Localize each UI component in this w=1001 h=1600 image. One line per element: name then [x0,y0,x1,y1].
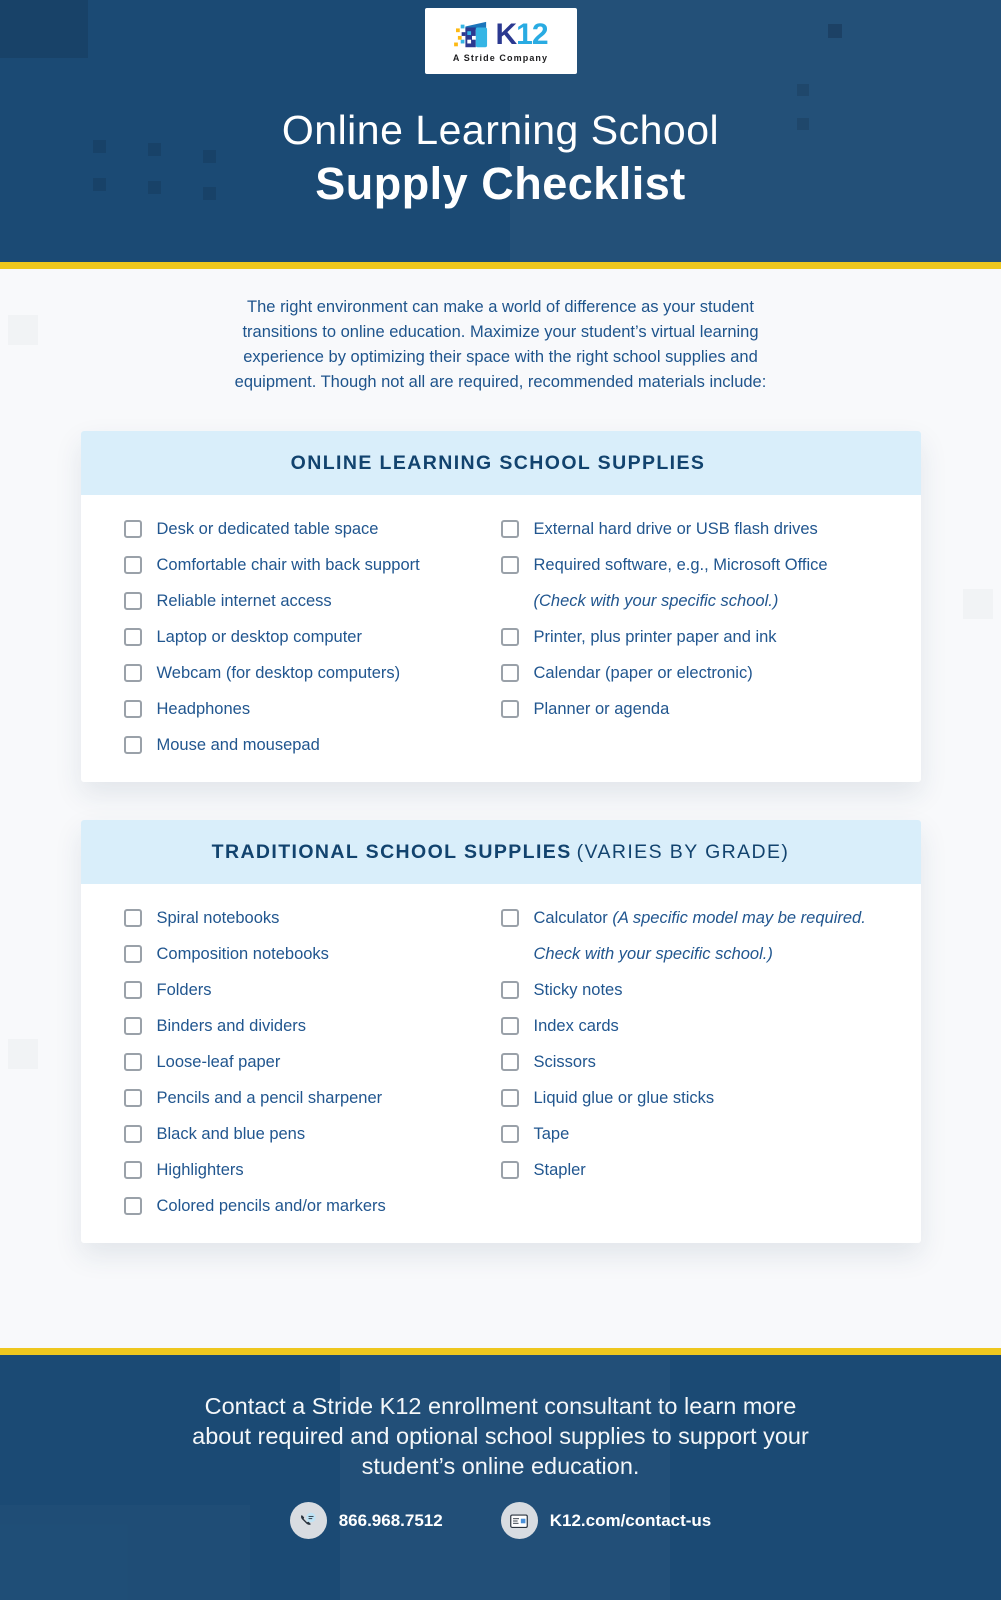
card-title [81,431,921,495]
checkbox[interactable] [501,1125,519,1143]
checkbox[interactable] [124,1125,142,1143]
checklist-item-note: (Check with your specific school.) [533,591,779,610]
checkbox[interactable] [501,628,519,646]
checkbox[interactable] [501,1053,519,1071]
checklist-item-label: Comfortable chair with back support [156,555,420,574]
checkbox[interactable] [501,520,519,538]
checklist-item-label: Scissors [533,1052,596,1071]
checklist-item-label: Binders and dividers [156,1016,306,1035]
checkbox[interactable] [124,736,142,754]
k12-logo-text: K12 [495,18,548,51]
checklist-item [501,556,828,574]
checklist-item-label: Webcam (for desktop computers) [156,663,401,682]
checklist-item [124,664,501,682]
checklist-item-label: Highlighters [156,1160,244,1179]
checklist-item-label: Calendar (paper or electronic) [533,663,753,682]
checklist-item-label: Loose-leaf paper [156,1052,281,1071]
checklist-item [124,1197,501,1215]
k12-logo-icon [453,19,491,51]
checklist-item [124,1089,501,1107]
checklist-item [501,1053,866,1071]
page-title [0,104,1001,212]
checklist-item-label: Stapler [533,1160,586,1179]
checklist-item-label: Mouse and mousepad [156,735,320,754]
checklist-item [124,700,501,718]
checklist-item [501,1089,866,1107]
contact-row [0,1502,1001,1539]
content-pattern [8,315,38,345]
header-banner [0,0,1001,262]
checklist-item-label: Liquid glue or glue sticks [533,1088,715,1107]
checkbox[interactable] [124,909,142,927]
checklist-column-right [501,520,828,772]
yellow-divider-top [0,262,1001,269]
header-pattern [0,0,88,58]
checklist-item [124,981,501,999]
checkbox[interactable] [124,1053,142,1071]
checklist-column-right [501,909,866,1233]
content-area [0,269,1001,1348]
checkbox[interactable] [124,628,142,646]
checklist-item-label: Desk or dedicated table space [156,519,379,538]
checklist-item [124,520,501,538]
checklist-item [124,909,501,927]
header-pattern [828,24,842,38]
checkbox[interactable] [124,592,142,610]
content-pattern [8,1039,38,1069]
checklist-item-label: Sticky notes [533,980,623,999]
phone-link[interactable] [290,1502,443,1539]
checklist-item-note: Check with your specific school.) [533,944,773,963]
checklist-item-label: Required software, e.g., Microsoft Office [533,555,828,574]
checklist-item [124,736,501,754]
checklist-item [124,1053,501,1071]
checkbox[interactable] [124,1089,142,1107]
checkbox[interactable] [124,520,142,538]
browser-icon [501,1502,538,1539]
checkbox[interactable] [501,1017,519,1035]
card-online-learning-supplies [81,431,921,782]
checklist-item [501,1017,866,1035]
checkbox[interactable] [124,1161,142,1179]
checklist-item [124,628,501,646]
checklist-item [501,700,828,718]
checklist-item [501,909,866,927]
content-pattern [963,589,993,619]
card-traditional-supplies [81,820,921,1243]
checklist-item [501,628,828,646]
logo-tagline: A Stride Company [452,53,549,63]
yellow-divider-bottom [0,1348,1001,1355]
checkbox[interactable] [124,945,142,963]
checkbox[interactable] [501,909,519,927]
footer-banner [0,1355,1001,1600]
checklist-item-label: Index cards [533,1016,619,1035]
checkbox[interactable] [501,981,519,999]
checklist-item [124,1125,501,1143]
checkbox[interactable] [124,700,142,718]
contact-url-link[interactable] [501,1502,712,1539]
checklist-item [501,981,866,999]
checklist-item [501,1125,866,1143]
checkbox[interactable] [124,1017,142,1035]
card-title [81,820,921,884]
checklist-item-label: Laptop or desktop computer [156,627,362,646]
page-title-line1: Online Learning School [281,107,720,153]
checklist-item [124,1017,501,1035]
card-title-bold: ONLINE LEARNING SCHOOL SUPPLIES [290,452,706,474]
checklist-item-label: Printer, plus printer paper and ink [533,627,777,646]
checklist-column-left [124,909,501,1233]
checklist-item-label: External hard drive or USB flash drives [533,519,818,538]
card-title-suffix: (VARIES BY GRADE) [576,841,790,863]
checklist-item-label: Folders [156,980,212,999]
phone-number: 866.968.7512 [338,1510,443,1530]
checkbox[interactable] [124,556,142,574]
header-pattern [797,84,809,96]
footer-message: Contact a Stride K12 enrollment consultant to learn more about required and optional school supplies to support your student’s online education. [192,1393,809,1479]
checkbox[interactable] [501,700,519,718]
checkbox[interactable] [124,1197,142,1215]
phone-icon [290,1502,327,1539]
checklist-item [501,1161,866,1179]
intro-paragraph: The right environment can make a world of difference as your student transitions to online education. Maximize your student’s virtual learning experience by optimizing their space with the right school supplies and equipment. Though not all are required, recommended materials include: [234,298,767,391]
checklist-item [124,556,501,574]
checkbox[interactable] [501,1089,519,1107]
checklist-item [124,592,501,610]
checklist-item-label: Pencils and a pencil sharpener [156,1088,383,1107]
checkbox[interactable] [124,664,142,682]
card-title-bold: TRADITIONAL SCHOOL SUPPLIES [211,841,572,863]
checklist-item [124,1161,501,1179]
page-title-line2: Supply Checklist [315,158,686,209]
checklist-item-label: Colored pencils and/or markers [156,1196,386,1215]
checkbox[interactable] [501,556,519,574]
k12-logo [425,8,577,74]
checklist-item [501,664,828,682]
checklist-item-label: Reliable internet access [156,591,332,610]
checkbox[interactable] [124,981,142,999]
checklist-item-label: Spiral notebooks [156,908,280,927]
checklist-item-label: Black and blue pens [156,1124,306,1143]
checklist-item-label: Planner or agenda [533,699,670,718]
checkbox[interactable] [501,664,519,682]
checklist-column-left [124,520,501,772]
checklist-item [124,945,501,963]
checklist-item-label: Calculator (A specific model may be required. [533,908,866,927]
checklist-item [501,520,828,538]
contact-url: K12.com/contact-us [549,1510,712,1530]
checklist-item-label: Headphones [156,699,251,718]
checklist-item-label: Composition notebooks [156,944,329,963]
checklist-item-label: Tape [533,1124,570,1143]
checkbox[interactable] [501,1161,519,1179]
